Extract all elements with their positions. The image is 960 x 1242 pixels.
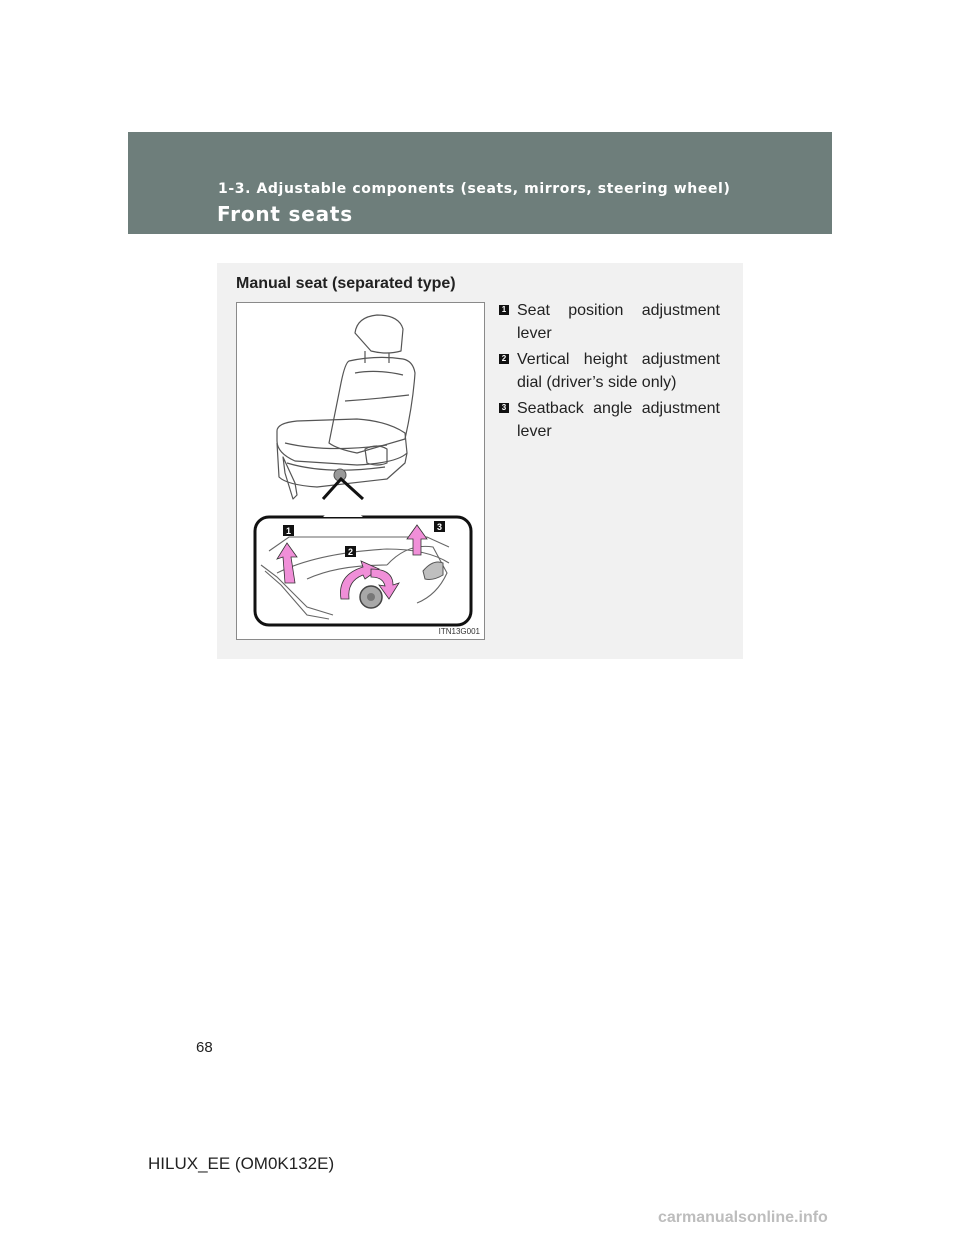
watermark: carmanualsonline.info — [658, 1209, 828, 1226]
legend-list — [499, 299, 720, 446]
page-title: Front seats — [217, 202, 353, 226]
callout-1: 1 — [285, 526, 292, 536]
legend-num-1: 1 — [499, 305, 509, 315]
chapter-header — [128, 132, 832, 234]
legend-item-1 — [499, 299, 720, 345]
seat-drawing — [237, 303, 484, 639]
page-number: 68 — [196, 1039, 213, 1056]
panel-title: Manual seat (separated type) — [236, 275, 456, 292]
section-label: 1-3. Adjustable components (seats, mirrors, steering wheel) — [218, 181, 731, 197]
callout-2: 2 — [347, 547, 354, 557]
manual-seat-panel — [217, 263, 743, 659]
legend-num-2: 2 — [499, 354, 509, 364]
callout-3: 3 — [436, 522, 443, 532]
legend-num-3: 3 — [499, 403, 509, 413]
legend-text-2: Vertical height adjustment dial (driver’s side only) — [517, 351, 720, 391]
legend-item-2 — [499, 348, 720, 394]
legend-text-1: Seat position adjustment lever — [517, 302, 720, 342]
seat-outline — [277, 315, 415, 499]
seat-illustration — [236, 302, 485, 640]
document-code: HILUX_EE (OM0K132E) — [148, 1154, 335, 1173]
legend-item-3 — [499, 397, 720, 443]
figure-code: ITN13G001 — [438, 627, 480, 636]
legend-text-3: Seatback angle adjustment lever — [517, 400, 720, 440]
